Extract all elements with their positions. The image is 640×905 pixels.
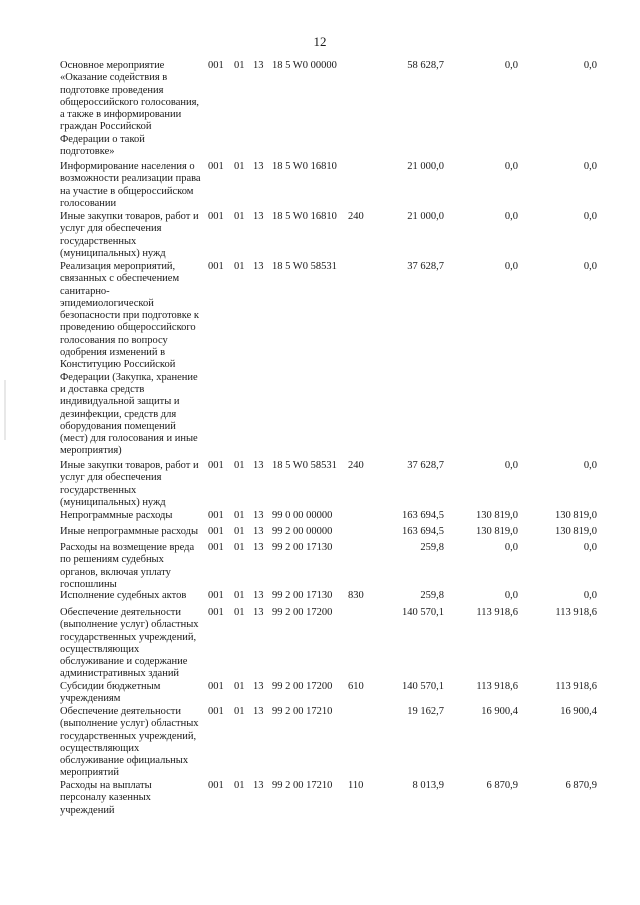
amount-year-1: 259,8 <box>420 590 444 601</box>
amount-year-3: 113 918,6 <box>555 681 597 692</box>
row-name-line: и доставка средств <box>60 383 145 395</box>
podrazdel-code: 13 <box>253 780 264 791</box>
target-article-code: 99 2 00 17200 <box>272 607 333 618</box>
target-article-code: 99 2 00 17210 <box>272 780 333 791</box>
razdel-code: 01 <box>234 542 245 553</box>
row-name-line: Исполнение судебных актов <box>60 590 187 601</box>
amount-year-2: 0,0 <box>504 261 518 272</box>
row-name-line: государственных <box>60 235 137 247</box>
vedomstvo-code: 001 <box>208 542 224 553</box>
row-name-line: подготовке проведения <box>60 84 164 96</box>
razdel-code: 01 <box>234 460 245 471</box>
amount-year-1: 8 013,9 <box>412 780 444 791</box>
row-name-line: учреждениям <box>60 693 121 705</box>
row-name <box>60 607 208 681</box>
expense-type-code: 240 <box>348 460 364 471</box>
row-name-line: (муниципальных) нужд <box>60 247 166 259</box>
razdel-code: 01 <box>234 510 245 521</box>
row-name-line: а также в информировании <box>60 109 182 121</box>
row-name-line: осуществляющих <box>60 643 140 655</box>
page-number: 12 <box>313 34 327 49</box>
vedomstvo-code: 001 <box>208 60 224 71</box>
podrazdel-code: 13 <box>253 590 264 601</box>
amount-year-3: 6 870,9 <box>565 780 597 791</box>
vedomstvo-code: 001 <box>208 526 224 537</box>
amount-year-1: 163 694,5 <box>402 510 444 521</box>
vedomstvo-code: 001 <box>208 780 224 791</box>
row-name-line: обслуживание и содержание <box>60 656 188 668</box>
razdel-code: 01 <box>234 590 245 601</box>
podrazdel-code: 13 <box>253 607 264 618</box>
amount-year-3: 0,0 <box>583 161 597 172</box>
razdel-code: 01 <box>234 706 245 717</box>
row-name-line: Обеспечение деятельности <box>60 706 181 717</box>
row-name-line: Конституцию Российской <box>60 359 176 371</box>
vedomstvo-code: 001 <box>208 510 224 521</box>
amount-year-3: 113 918,6 <box>555 607 597 618</box>
razdel-code: 01 <box>234 211 245 222</box>
target-article-code: 99 2 00 00000 <box>272 526 333 537</box>
row-name-line: обслуживание официальных <box>60 755 189 767</box>
podrazdel-code: 13 <box>253 161 264 172</box>
row-name-line: Непрограммные расходы <box>60 510 173 521</box>
expense-type-code: 240 <box>348 211 364 222</box>
amount-year-3: 130 819,0 <box>555 510 597 521</box>
podrazdel-code: 13 <box>253 542 264 553</box>
target-article-code: 18 5 W0 58531 <box>272 261 337 272</box>
razdel-code: 01 <box>234 681 245 692</box>
row-name <box>60 211 208 260</box>
row-name-line: мероприятий <box>60 767 119 779</box>
row-name-line: органов, включая уплату <box>60 566 171 578</box>
podrazdel-code: 13 <box>253 526 264 537</box>
amount-year-2: 16 900,4 <box>481 706 518 717</box>
amount-year-2: 0,0 <box>504 460 518 471</box>
row-name-line: проведению общероссийского <box>60 322 196 334</box>
razdel-code: 01 <box>234 526 245 537</box>
row-name <box>60 706 208 780</box>
razdel-code: 01 <box>234 60 245 71</box>
amount-year-1: 163 694,5 <box>402 526 444 537</box>
row-name-line: (мест) для голосования и иные <box>60 433 198 445</box>
vedomstvo-code: 001 <box>208 706 224 717</box>
amount-year-2: 0,0 <box>504 161 518 172</box>
podrazdel-code: 13 <box>253 460 264 471</box>
row-name-line: граждан Российской <box>60 121 152 133</box>
row-name-line: индивидуальной защиты и <box>60 396 180 408</box>
target-article-code: 18 5 W0 58531 <box>272 460 337 471</box>
row-name-line: голосовании <box>60 197 117 209</box>
razdel-code: 01 <box>234 780 245 791</box>
row-name-line: учреждений <box>60 804 115 816</box>
row-name <box>60 60 208 158</box>
amount-year-2: 0,0 <box>504 542 518 553</box>
row-name-line: дезинфекции, средств для <box>60 408 177 420</box>
row-name-line: (выполнение услуг) областных <box>60 619 199 631</box>
target-article-code: 18 5 W0 16810 <box>272 161 337 172</box>
target-article-code: 99 2 00 17200 <box>272 681 333 692</box>
amount-year-3: 130 819,0 <box>555 526 597 537</box>
target-article-code: 18 5 W0 16810 <box>272 211 337 222</box>
target-article-code: 99 0 00 00000 <box>272 510 333 521</box>
row-name <box>60 161 208 210</box>
vedomstvo-code: 001 <box>208 590 224 601</box>
row-name-line: подготовке» <box>60 146 115 158</box>
amount-year-2: 130 819,0 <box>476 510 518 521</box>
row-name <box>60 526 208 538</box>
amount-year-2: 0,0 <box>504 60 518 71</box>
podrazdel-code: 13 <box>253 261 264 272</box>
row-name <box>60 780 208 817</box>
row-name-line: возможности реализации права <box>60 173 201 185</box>
expense-type-code: 110 <box>348 780 364 791</box>
vedomstvo-code: 001 <box>208 261 224 272</box>
vedomstvo-code: 001 <box>208 681 224 692</box>
row-name-line: Федерации о такой <box>60 133 145 145</box>
row-name-line: государственных учреждений, <box>60 631 197 643</box>
amount-year-1: 140 570,1 <box>402 607 444 618</box>
row-name-line: голосования по вопросу <box>60 334 168 346</box>
amount-year-1: 21 000,0 <box>407 211 444 222</box>
row-name-line: одобрения изменений в <box>60 347 166 359</box>
row-name-line: госпошлины <box>60 578 117 590</box>
row-name-line: Обеспечение деятельности <box>60 607 181 618</box>
row-name <box>60 261 208 458</box>
amount-year-3: 0,0 <box>583 460 597 471</box>
amount-year-1: 37 628,7 <box>407 261 444 272</box>
amount-year-1: 19 162,7 <box>407 706 444 717</box>
row-name-line: государственных учреждений, <box>60 730 197 742</box>
target-article-code: 99 2 00 17130 <box>272 542 333 553</box>
amount-year-3: 0,0 <box>583 590 597 601</box>
podrazdel-code: 13 <box>253 681 264 692</box>
row-name-line: административных зданий <box>60 668 180 680</box>
amount-year-3: 0,0 <box>583 261 597 272</box>
row-name-line: оборудования помещений <box>60 420 176 432</box>
amount-year-2: 0,0 <box>504 211 518 222</box>
amount-year-2: 113 918,6 <box>476 607 518 618</box>
row-name-line: Расходы на возмещение вреда <box>60 542 195 553</box>
row-name-line: (выполнение услуг) областных <box>60 718 199 730</box>
row-name-line: Иные закупки товаров, работ и <box>60 211 199 222</box>
amount-year-2: 0,0 <box>504 590 518 601</box>
row-name <box>60 590 208 602</box>
row-name-line: государственных <box>60 484 137 496</box>
amount-year-2: 113 918,6 <box>476 681 518 692</box>
podrazdel-code: 13 <box>253 211 264 222</box>
row-name-line: услуг для обеспечения <box>60 472 162 484</box>
podrazdel-code: 13 <box>253 706 264 717</box>
row-name-line: Иные непрограммные расходы <box>60 526 199 537</box>
amount-year-3: 0,0 <box>583 60 597 71</box>
podrazdel-code: 13 <box>253 60 264 71</box>
row-name <box>60 681 208 706</box>
row-name-line: мероприятия) <box>60 445 122 457</box>
podrazdel-code: 13 <box>253 510 264 521</box>
row-name-line: на участие в общероссийском <box>60 185 194 197</box>
amount-year-3: 0,0 <box>583 211 597 222</box>
row-name-line: Федерации (Закупка, хранение <box>60 371 198 383</box>
row-name-line: эпидемиологической <box>60 297 154 309</box>
amount-year-2: 130 819,0 <box>476 526 518 537</box>
amount-year-2: 6 870,9 <box>486 780 518 791</box>
amount-year-1: 259,8 <box>420 542 444 553</box>
vedomstvo-code: 001 <box>208 460 224 471</box>
amount-year-1: 21 000,0 <box>407 161 444 172</box>
expense-type-code: 610 <box>348 681 364 692</box>
row-name-line: безопасности при подготовке к <box>60 310 199 322</box>
razdel-code: 01 <box>234 261 245 272</box>
expense-type-code: 830 <box>348 590 364 601</box>
row-name-line: персоналу казенных <box>60 792 151 804</box>
razdel-code: 01 <box>234 161 245 172</box>
amount-year-3: 16 900,4 <box>560 706 597 717</box>
razdel-code: 01 <box>234 607 245 618</box>
row-name-line: услуг для обеспечения <box>60 223 162 235</box>
row-name <box>60 542 208 591</box>
row-name-line: Иные закупки товаров, работ и <box>60 460 199 471</box>
row-name-line: Субсидии бюджетным <box>60 681 161 692</box>
row-name-line: связанных с обеспечением <box>60 273 180 285</box>
row-name-line: Расходы на выплаты <box>60 780 152 791</box>
amount-year-3: 0,0 <box>583 542 597 553</box>
row-name-line: по решениям судебных <box>60 554 164 566</box>
row-name-line: Реализация мероприятий, <box>60 261 176 272</box>
vedomstvo-code: 001 <box>208 211 224 222</box>
target-article-code: 18 5 W0 00000 <box>272 60 337 71</box>
amount-year-1: 37 628,7 <box>407 460 444 471</box>
row-name-line: (муниципальных) нужд <box>60 496 166 508</box>
target-article-code: 99 2 00 17210 <box>272 706 333 717</box>
row-name-line: «Оказание содействия в <box>60 72 168 84</box>
row-name-line: санитарно- <box>60 285 110 297</box>
row-name-line: Информирование населения о <box>60 161 195 172</box>
target-article-code: 99 2 00 17130 <box>272 590 333 601</box>
row-name-line: Основное мероприятие <box>60 60 165 71</box>
amount-year-1: 58 628,7 <box>407 60 444 71</box>
vedomstvo-code: 001 <box>208 607 224 618</box>
row-name <box>60 460 208 509</box>
row-name-line: осуществляющих <box>60 742 140 754</box>
row-name-line: общероссийского голосования, <box>60 96 200 108</box>
amount-year-1: 140 570,1 <box>402 681 444 692</box>
vedomstvo-code: 001 <box>208 161 224 172</box>
row-name <box>60 510 208 522</box>
